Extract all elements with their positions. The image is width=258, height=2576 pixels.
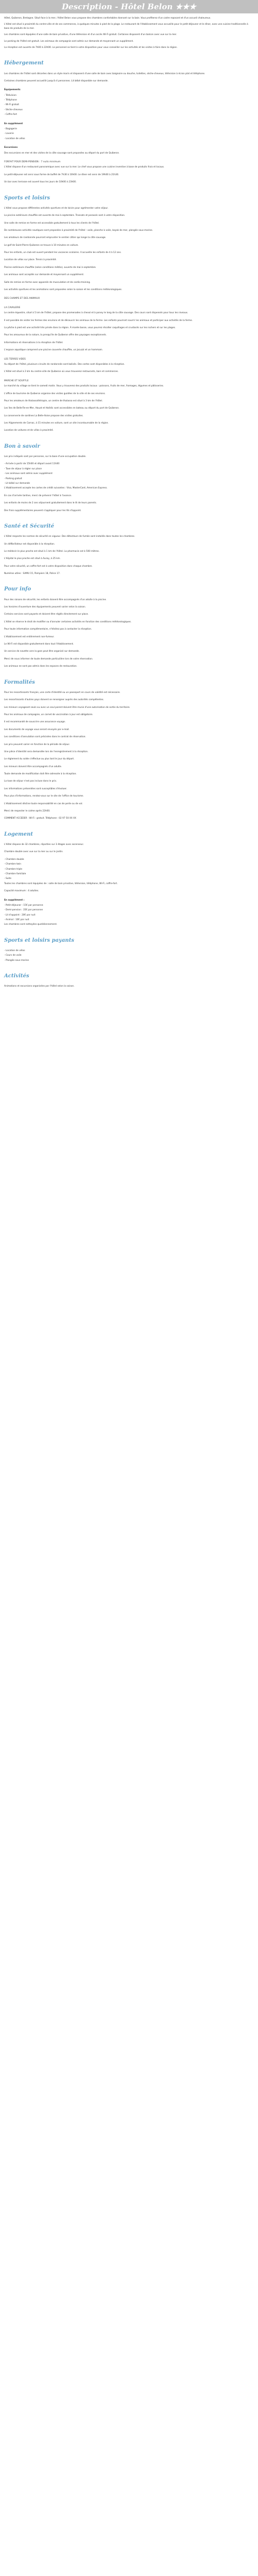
list-item: - Coffre-fort xyxy=(4,113,17,116)
list-item: - Chambre familiale xyxy=(4,872,26,875)
paragraph: Les informations présentées sont susceptibles d'évoluer. xyxy=(4,787,67,790)
list-item: - Location de vélos xyxy=(4,137,25,140)
paragraph: De nombreuses activités nautiques sont proposées à proximité de l'hôtel : voile, planche à voile, kayak de mer, plongée sous-marine. xyxy=(4,229,153,232)
list-item: - Demi-pension : 35€ par personne xyxy=(4,909,43,912)
paragraph: Informations et réservations à la réception de l'hôtel. xyxy=(4,341,63,344)
paragraph: Les ressortissants d'autres pays doivent se renseigner auprès des autorités compétentes. xyxy=(4,699,104,702)
list-item: - Bagagerie xyxy=(4,128,17,131)
paragraph: Au départ de l'hôtel, plusieurs circuits de randonnée sont balisés. Des cartes sont disponibles à la réception. xyxy=(4,363,125,366)
list-item: - Sèche-cheveux xyxy=(4,108,23,111)
section-title-sports: Sports et loisirs xyxy=(4,195,50,201)
paragraph: Les mineurs doivent être accompagnés d'un adulte. xyxy=(4,765,62,768)
paragraph: Un service de navette vers la gare peut être organisé sur demande. xyxy=(4,650,80,653)
paragraph: Les prix indiqués sont par personne, sur la base d'une occupation double. xyxy=(4,455,86,459)
list-item: - Plongée sous-marine xyxy=(4,959,29,962)
paragraph: La pêche à pied est une activité très prisée dans la région. À marée basse, vous pourrez récolter coquillages et crustacés sur les rochers et sur les plages. xyxy=(4,327,176,329)
paragraph: Animations et excursions organisées par l'hôtel selon la saison. xyxy=(4,985,75,988)
paragraph: Certains services sont payants et doivent être réglés directement sur place. xyxy=(4,613,89,616)
list-item: - Laverie xyxy=(4,132,14,135)
paragraph: Merci de respecter le calme après 22h00. xyxy=(4,810,51,813)
paragraph: Des excursions en mer et des visites de la côte sauvage sont proposées au départ du port de Quiberon. xyxy=(4,151,120,155)
list-item: - Suite xyxy=(4,877,11,880)
paragraph: Un défibrillateur est disponible à la réception. xyxy=(4,543,55,546)
paragraph: Les Alignements de Carnac, à 15 minutes en voiture, sont un site incontournable de la région. xyxy=(4,422,109,425)
paragraph: Le petit-déjeuner est servi sous forme de buffet de 7h30 à 10h00. Le dîner est servi de 19h00 à 21h30. xyxy=(4,173,119,176)
paragraph: Les documents de voyage vous seront envoyés par e-mail. xyxy=(4,728,70,731)
section-title-pour-info: Pour info xyxy=(4,586,31,592)
sub-heading: En supplément xyxy=(4,122,23,125)
paragraph: Des frais supplémentaires peuvent s'appliquer pour les lits d'appoint. xyxy=(4,509,82,512)
paragraph: Pour les ressortissants français, une carte d'identité ou un passeport en cours de validité est nécessaire. xyxy=(4,691,121,694)
paragraph: Les horaires d'ouverture des équipements peuvent varier selon la saison. xyxy=(4,606,86,609)
paragraph: L'espace aquatique comprend une piscine couverte chauffée, un jacuzzi et un hammam. xyxy=(4,349,103,352)
paragraph: Capacité maximum : 4 adultes. xyxy=(4,890,39,893)
paragraph: Le centre équestre, situé à 5 km de l'hôtel, propose des promenades à cheval et à poney le long de la côte sauvage. Des cours sont dispensés pour tous les niveaux. xyxy=(4,312,188,315)
list-item: - Chambre double xyxy=(4,858,24,861)
section-title-sante: Santé et Sécurité xyxy=(4,523,54,529)
sub-heading: Excursions xyxy=(4,146,18,149)
intro-paragraph: L'hôtel est situé à proximité du centre-ville et de ses commerces, à quelques minutes à pied de la plage. Le restaurant de l'établissement vous accueille pour le petit-déjeuner et le dîner, avec une cuisine traditionnelle à base de produits de la mer. xyxy=(4,23,248,30)
paragraph: Pour votre sécurité, un coffre-fort est à votre disposition dans chaque chambre. xyxy=(4,565,93,568)
paragraph: Les animaux sont acceptés sur demande et moyennant un supplément. xyxy=(4,274,84,277)
paragraph: Le marché du village se tient le samedi matin. Vous y trouverez des produits locaux : poissons, fruits de mer, fromages, légumes et pâtisseries. xyxy=(4,385,164,388)
paragraph: Pour les enfants, un club est ouvert pendant les vacances scolaires. Il accueille les enfants de 4 à 12 ans. xyxy=(4,251,122,255)
paragraph: L'hôtel est situé à 2 km du centre-ville de Quiberon où vous trouverez restaurants, bars et commerces. xyxy=(4,370,119,374)
paragraph: Location de voitures et de vélos à proximité. xyxy=(4,429,54,432)
intro-paragraph: Les chambres sont équipées d'une salle de bain privative, d'une télévision et d'un accès Wi-Fi gratuit. Certaines disposent d'un balcon avec vue sur la mer. xyxy=(4,33,177,37)
section-title-activites: Activités xyxy=(4,973,29,979)
paragraph: Les prix peuvent varier en fonction de la période de séjour. xyxy=(4,743,70,746)
intro xyxy=(4,16,254,49)
sub-heading: LES TERRES VIDES xyxy=(4,358,26,361)
paragraph: L'hôtel dispose de 32 chambres, réparties sur 3 étages avec ascenseur. xyxy=(4,843,84,846)
paragraph: Chambre double avec vue sur la mer ou sur le jardin. xyxy=(4,851,63,854)
paragraph: L'établissement accepte les cartes de crédit suivantes : Visa, MasterCard, American Express. xyxy=(4,487,108,490)
list-item: - Les animaux sont admis avec supplément xyxy=(4,472,53,476)
paragraph: Les activités sportives et les animations sont proposées selon la saison et les conditions météorologiques. xyxy=(4,289,122,292)
list-item: - Parking gratuit xyxy=(4,477,22,480)
intro-paragraph: Hôtel, Quiberon, Bretagne. Situé face à la mer, l'hôtel Belon vous propose des chambres confortables donnant sur la baie. Vous profiterez d'un cadre reposant et d'un accueil chaleureux. xyxy=(4,17,211,20)
list-item: - Taxe de séjour à régler sur place xyxy=(4,467,42,470)
paragraph: COMMENT ACCEDER : Wi-Fi : gratuit. Téléphone : 02 97 50 XX XX xyxy=(4,817,76,820)
paragraph: Certaines chambres peuvent accueillir jusqu'à 4 personnes. Lit bébé disponible sur demande. xyxy=(4,79,108,82)
paragraph: Les conditions d'annulation sont précisées dans le contrat de réservation. xyxy=(4,736,86,739)
intro-paragraph: Le parking de l'hôtel est gratuit. Les animaux de compagnie sont admis sur demande et moyennant un supplément. xyxy=(4,40,134,43)
list-item: - Arrivée à partir de 15h00 et départ avant 11h00 xyxy=(4,463,60,466)
paragraph: Les chambres de l'hôtel sont décorées dans un style marin et disposent d'une salle de bain avec baignoire ou douche, toilettes, sèche-cheveux, télévision à écran plat et téléphone. xyxy=(4,72,205,75)
list-item: - Chambre triple xyxy=(4,868,23,871)
paragraph: Les chambres sont nettoyées quotidiennement. xyxy=(4,923,57,926)
paragraph: L'hôpital le plus proche est situé à Auray, à 25 km. xyxy=(4,557,61,561)
paragraph: Piscine extérieure chauffée (selon conditions météo), ouverte de mai à septembre. xyxy=(4,266,96,269)
list-item: - Chambre twin xyxy=(4,863,21,866)
list-item: - Lit bébé sur demande xyxy=(4,482,30,485)
list-item: - Lit d'appoint : 20€ par nuit xyxy=(4,913,36,917)
list-item: - Téléphone xyxy=(4,99,17,102)
paragraph: Les amateurs de randonnée pourront emprunter le sentier côtier qui longe la côte sauvage. xyxy=(4,236,106,240)
sub-heading: LA CAVALERIE xyxy=(4,306,21,309)
section-title-hebergement: Hébergement xyxy=(4,60,44,66)
paragraph: Le règlement du solde s'effectue au plus tard le jour du départ. xyxy=(4,758,75,761)
list-item: - Cours de voile xyxy=(4,954,22,957)
paragraph: L'établissement décline toute responsabilité en cas de perte ou de vol. xyxy=(4,802,83,805)
paragraph: Pour les amoureux de la nature, la presqu'île de Quiberon offre des paysages exceptionnels. xyxy=(4,334,107,337)
paragraph: Un bar avec terrasse est ouvert tous les jours de 10h00 à 23h00. xyxy=(4,181,77,184)
intro-paragraph: La réception est ouverte de 7h00 à 22h00. Le personnel se tient à votre disposition pour vous conseiller sur les activités et les visites à faire dans la région. xyxy=(4,46,178,49)
page xyxy=(0,0,258,1013)
paragraph: L'hôtel respecte les normes de sécurité en vigueur. Des détecteurs de fumée sont installés dans toutes les chambres. xyxy=(4,535,135,538)
paragraph: L'établissement est entièrement non-fumeur. xyxy=(4,635,55,638)
paragraph: La conserverie de sardines La Belle-Iloise propose des visites gratuites. xyxy=(4,414,84,417)
paragraph: Les animaux ne sont pas admis dans les espaces de restauration. xyxy=(4,665,77,668)
sub-heading: DES CHAMPS ET DES ANIMAUX xyxy=(4,297,40,300)
sub-heading: FORFAIT POUR DEMI-PENSION : 7 nuits minimum xyxy=(4,161,61,163)
paragraph: Pour des raisons de sécurité, les enfants doivent être accompagnés d'un adulte à la piscine. xyxy=(4,598,107,601)
paragraph: La piscine extérieure chauffée est ouverte de mai à septembre. Transats et parasols sont à votre disposition. xyxy=(4,214,125,217)
paragraph: En cas d'arrivée tardive, merci de prévenir l'hôtel à l'avance. xyxy=(4,494,72,497)
paragraph: Toute demande de modification doit être adressée à la réception. xyxy=(4,773,77,776)
list-item: - Petit-déjeuner : 15€ par personne xyxy=(4,904,43,907)
paragraph: Le Wi-Fi est disponible gratuitement dans tout l'établissement. xyxy=(4,643,74,646)
list-item: - Wi-Fi gratuit xyxy=(4,104,19,107)
section-title-sports-payants: Sports et loisirs payants xyxy=(4,937,74,943)
paragraph: Merci de nous informer de toute demande particulière lors de votre réservation. xyxy=(4,657,93,660)
paragraph: Toutes les chambres sont équipées de : salle de bain privative, télévision, téléphone, Wi-Fi, coffre-fort. xyxy=(4,882,118,885)
paragraph: Le golf de Saint-Pierre-Quiberon se trouve à 10 minutes en voiture. xyxy=(4,244,79,247)
paragraph: Pour les animaux de compagnie, un carnet de vaccination à jour est obligatoire. xyxy=(4,713,93,716)
paragraph: Il est possible de visiter les fermes des environs et de découvrir les animaux de la ferme. Les enfants pourront nourrir les animaux et participer aux activités de la ferme. xyxy=(4,319,193,322)
page-title: Description - Hôtel Belon ★★★ xyxy=(61,2,197,11)
paragraph: Pour plus d'informations, rendez-vous sur le site de l'office de tourisme. xyxy=(4,795,84,798)
content xyxy=(0,13,258,1013)
paragraph: Salle de remise en forme avec appareils de musculation et de cardio-training. xyxy=(4,281,91,284)
paragraph: Une pièce d'identité sera demandée lors de l'enregistrement à la réception. xyxy=(4,750,89,753)
paragraph: Il est recommandé de souscrire une assurance voyage. xyxy=(4,721,66,724)
sub-heading: MARCHE ET SOUFFLE xyxy=(4,379,29,382)
section-title-logement: Logement xyxy=(4,831,33,837)
paragraph: Pour les amateurs de thalassothérapie, un centre de thalasso est situé à 3 km de l'hôtel. xyxy=(4,399,103,402)
list-item: - Animal : 10€ par nuit xyxy=(4,919,29,922)
paragraph: L'hôtel dispose d'un restaurant panoramique avec vue sur la mer. Le chef vous propose une cuisine inventive à base de produits frais et locaux. xyxy=(4,166,165,169)
paragraph: L'office de tourisme de Quiberon organise des visites guidées de la ville et de ses environs. xyxy=(4,392,106,395)
paragraph: L'hôtel se réserve le droit de modifier ou d'annuler certaines activités en fonction des conditions météorologiques. xyxy=(4,620,132,623)
paragraph: Le médecin le plus proche est situé à 1 km de l'hôtel. La pharmacie est à 500 mètres. xyxy=(4,550,100,553)
paragraph: Numéros utiles : SAMU 15, Pompiers 18, Police 17. xyxy=(4,572,60,575)
header-bar xyxy=(0,0,258,13)
list-item: - Télévision xyxy=(4,94,17,97)
paragraph: Location de vélos sur place. Tennis à proximité. xyxy=(4,259,57,262)
list-item: - Location de vélos xyxy=(4,950,25,953)
paragraph: La taxe de séjour n'est pas incluse dans le prix. xyxy=(4,780,57,783)
paragraph: L'hôtel vous propose différentes activités sportives et de loisirs pour agrémenter votre séjour. xyxy=(4,207,108,210)
paragraph: Les îles de Belle-Île-en-Mer, Houat et Hoëdic sont accessibles en bateau au départ du port de Quiberon. xyxy=(4,407,120,410)
paragraph: Pour toute information complémentaire, n'hésitez pas à contacter la réception. xyxy=(4,628,92,631)
paragraph: Les mineurs voyageant seuls ou avec un seul parent doivent être munis d'une autorisation de sortie du territoire. xyxy=(4,706,131,709)
paragraph: Une salle de remise en forme est accessible gratuitement à tous les clients de l'hôtel. xyxy=(4,222,100,225)
sub-heading: Équipements xyxy=(4,89,21,92)
paragraph: Les enfants de moins de 2 ans séjournent gratuitement dans le lit de leurs parents. xyxy=(4,502,97,505)
sub-heading: En supplément : xyxy=(4,899,25,902)
section-title-formalites: Formalités xyxy=(4,679,35,685)
section-title-bon-a-savoir: Bon à savoir xyxy=(4,443,40,449)
